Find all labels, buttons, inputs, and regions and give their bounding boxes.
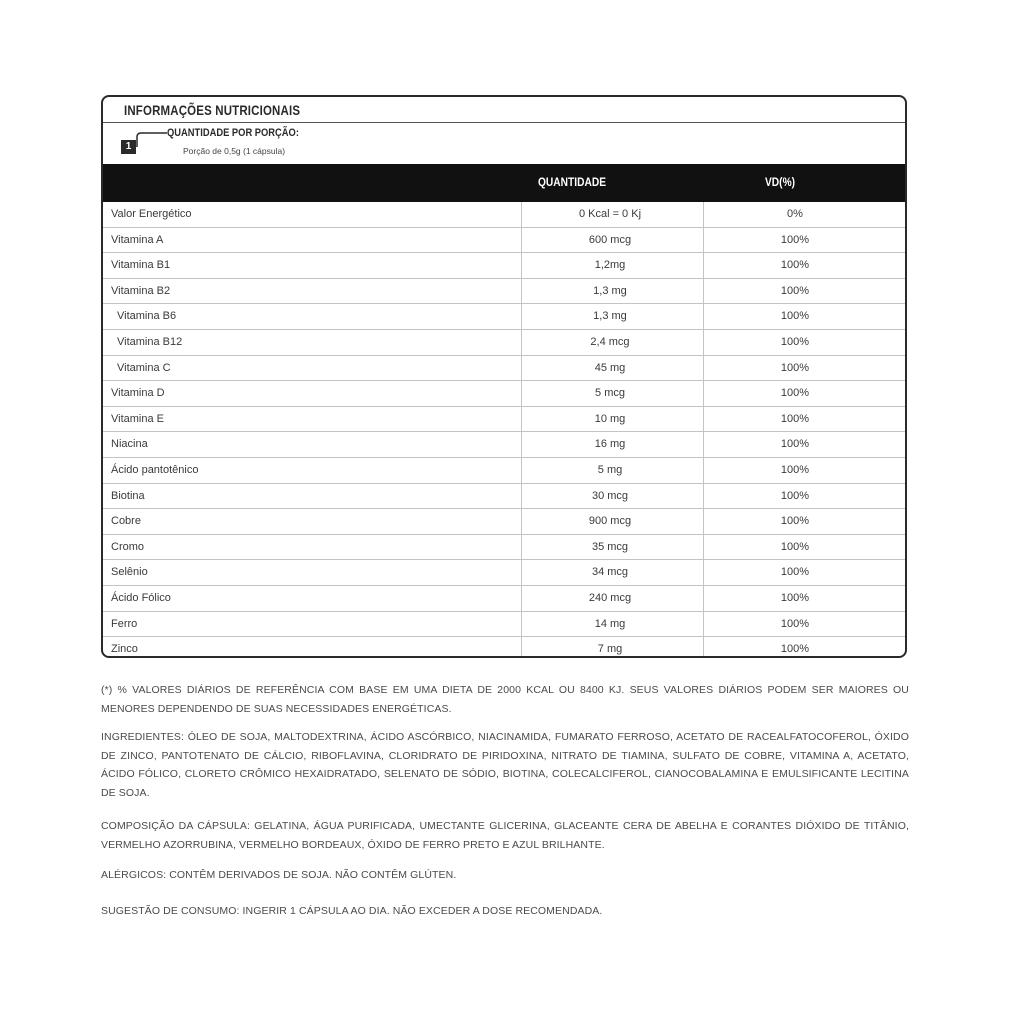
nutrient-quantity: 1,3 mg [593,284,627,297]
nutrient-dv: 100% [780,591,810,604]
nutrient-name: Vitamina E [111,412,164,425]
nutrient-quantity: 5 mg [597,463,623,476]
column-divider [703,407,704,432]
table-row [103,356,905,382]
column-divider [703,484,704,509]
serving-heading: QUANTIDADE POR PORÇÃO: [167,127,299,139]
table-header [103,164,905,202]
nutrient-dv: 100% [780,515,810,528]
serving-number-badge: 1 [121,140,136,154]
nutrient-name: Cobre [111,515,141,528]
column-divider [703,228,704,253]
column-divider [521,381,522,406]
nutrient-name: Vitamina C [117,361,171,374]
table-row [103,304,905,330]
table-row [103,637,905,658]
nutrient-name: Ácido pantotênico [111,463,199,476]
nutrient-name: Cromo [111,540,145,553]
column-header-quantity: QUANTIDADE [538,175,606,189]
column-divider [703,356,704,381]
nutrient-table [103,202,905,658]
column-divider [703,637,704,658]
nutrient-dv: 100% [780,259,810,272]
column-divider [521,253,522,278]
nutrient-name: Vitamina B12 [117,335,183,348]
table-row [103,381,905,407]
nutrient-quantity: 16 mg [594,438,626,451]
column-divider [703,612,704,637]
nutrient-name: Selênio [111,566,148,579]
column-divider [521,279,522,304]
column-divider [703,458,704,483]
ingredients-text: INGREDIENTES: ÓLEO DE SOJA, MALTODEXTRINA, ÁCIDO ASCÓRBICO, NIACINAMIDA, FUMARATO FERROSO, ACETATO DE RACEALFATOCOFEROL, ÓXIDO DE ZINCO, PANTOTENATO DE CÁLCIO, RIBOFLAVINA, CLORIDRATO DE PIRIDOXINA, NITRATO DE TIAMINA, SULFATO DE COBRE, VITAMINA A, ACETATO, ÁCIDO FÓLICO, CLORETO CRÔMICO HEXAIDRATADO, SELENATO DE SÓDIO, BIOTINA, COLECALCIFEROL, CIANOCOBALAMINA E EMULSIFICANTE LECITINA DE SOJA. [101,731,909,799]
table-row [103,228,905,254]
table-row [103,612,905,638]
title-divider [103,122,905,123]
column-divider [703,586,704,611]
nutrient-quantity: 7 mg [597,643,623,656]
table-row [103,432,905,458]
nutrient-dv: 100% [780,335,810,348]
column-divider [703,509,704,534]
nutrient-quantity: 10 mg [594,412,626,425]
nutrient-dv: 100% [780,617,810,630]
nutrient-name: Vitamina B6 [117,310,177,323]
table-row [103,330,905,356]
column-divider [521,330,522,355]
nutrient-dv: 100% [780,233,810,246]
column-divider [703,202,704,227]
nutrient-dv: 100% [780,540,810,553]
nutrient-quantity: 45 mg [594,361,626,374]
column-divider [703,253,704,278]
nutrient-dv: 100% [780,284,810,297]
nutrient-quantity: 35 mcg [591,540,629,553]
nutrient-quantity: 14 mg [594,617,626,630]
nutrient-quantity: 900 mcg [588,515,632,528]
column-divider [521,304,522,329]
nutrient-dv: 0% [787,208,803,220]
nutrient-quantity: 1,2mg [594,259,626,272]
nutrient-quantity: 1,3 mg [593,310,627,323]
nutrient-name: Ferro [111,617,138,630]
column-divider [521,612,522,637]
table-row [103,253,905,279]
nutrient-quantity: 0 Kcal = 0 Kj [578,208,642,220]
nutrient-quantity: 240 mcg [588,591,632,604]
nutrient-name: Biotina [111,489,145,502]
table-row [103,279,905,305]
consumption-suggestion-text: SUGESTÃO DE CONSUMO: INGERIR 1 CÁPSULA AO DIA. NÃO EXCEDER A DOSE RECOMENDADA. [101,905,603,917]
nutrient-dv: 100% [780,387,810,400]
nutrient-quantity: 600 mcg [588,233,632,246]
table-row [103,407,905,433]
column-divider [521,356,522,381]
nutrient-name: Valor Energético [111,208,192,220]
nutrient-quantity: 2,4 mcg [590,335,630,348]
column-divider [521,432,522,457]
column-divider [703,330,704,355]
bracket-icon [136,132,168,148]
column-divider [521,535,522,560]
nutrient-dv: 100% [780,566,810,579]
nutrient-dv: 100% [780,310,810,323]
column-divider [521,586,522,611]
column-divider [703,560,704,585]
capsule-composition-text: COMPOSIÇÃO DA CÁPSULA: GELATINA, ÁGUA PURIFICADA, UMECTANTE GLICERINA, GLACEANTE CERA DE ABELHA E CORANTES DIÓXIDO DE TITÂNIO, VERMELHO AZORRUBINA, VERMELHO BORDEAUX, ÓXIDO DE FERRO PRETO E AZUL BRILHANTE. [101,820,909,851]
table-row [103,535,905,561]
label-title: INFORMAÇÕES NUTRICIONAIS [124,102,301,118]
column-divider [521,458,522,483]
nutrient-quantity: 34 mcg [591,566,629,579]
serving-size: Porção de 0,5g (1 cápsula) [183,146,286,156]
table-row [103,560,905,586]
table-row [103,509,905,535]
column-divider [521,228,522,253]
table-row [103,586,905,612]
nutrient-dv: 100% [780,489,810,502]
nutrient-dv: 100% [780,463,810,476]
column-divider [703,304,704,329]
nutrient-name: Vitamina B2 [111,284,171,297]
nutrient-name: Vitamina A [111,233,164,246]
nutrition-label [101,95,907,658]
nutrient-quantity: 30 mcg [591,489,629,502]
column-header-dv: VD(%) [765,175,796,189]
daily-values-note: (*) % VALORES DIÁRIOS DE REFERÊNCIA COM BASE EM UMA DIETA DE 2000 KCAL OU 8400 KJ. SEUS VALORES DIÁRIOS PODEM SER MAIORES OU MENORES DEPENDENDO DE SUAS NECESSIDADES ENERGÉTICAS. [101,684,909,715]
nutrient-dv: 100% [780,361,810,374]
column-divider [521,202,522,227]
nutrient-dv: 100% [780,412,810,425]
nutrient-name: Zinco [111,643,138,656]
column-divider [703,432,704,457]
column-divider [521,484,522,509]
nutrient-dv: 100% [780,643,810,656]
column-divider [703,535,704,560]
table-row [103,202,905,228]
table-row [103,458,905,484]
column-divider [521,407,522,432]
column-divider [703,279,704,304]
nutrient-name: Vitamina B1 [111,259,171,272]
table-row [103,484,905,510]
column-divider [703,381,704,406]
nutrient-quantity: 5 mcg [595,387,625,400]
nutrient-name: Vitamina D [111,387,165,400]
column-divider [521,509,522,534]
nutrient-name: Ácido Fólico [111,591,171,604]
nutrient-name: Niacina [111,438,148,451]
column-divider [521,560,522,585]
allergens-text: ALÉRGICOS: CONTÊM DERIVADOS DE SOJA. NÃO CONTÊM GLÚTEN. [101,869,457,881]
nutrient-dv: 100% [780,438,810,451]
column-divider [521,637,522,658]
